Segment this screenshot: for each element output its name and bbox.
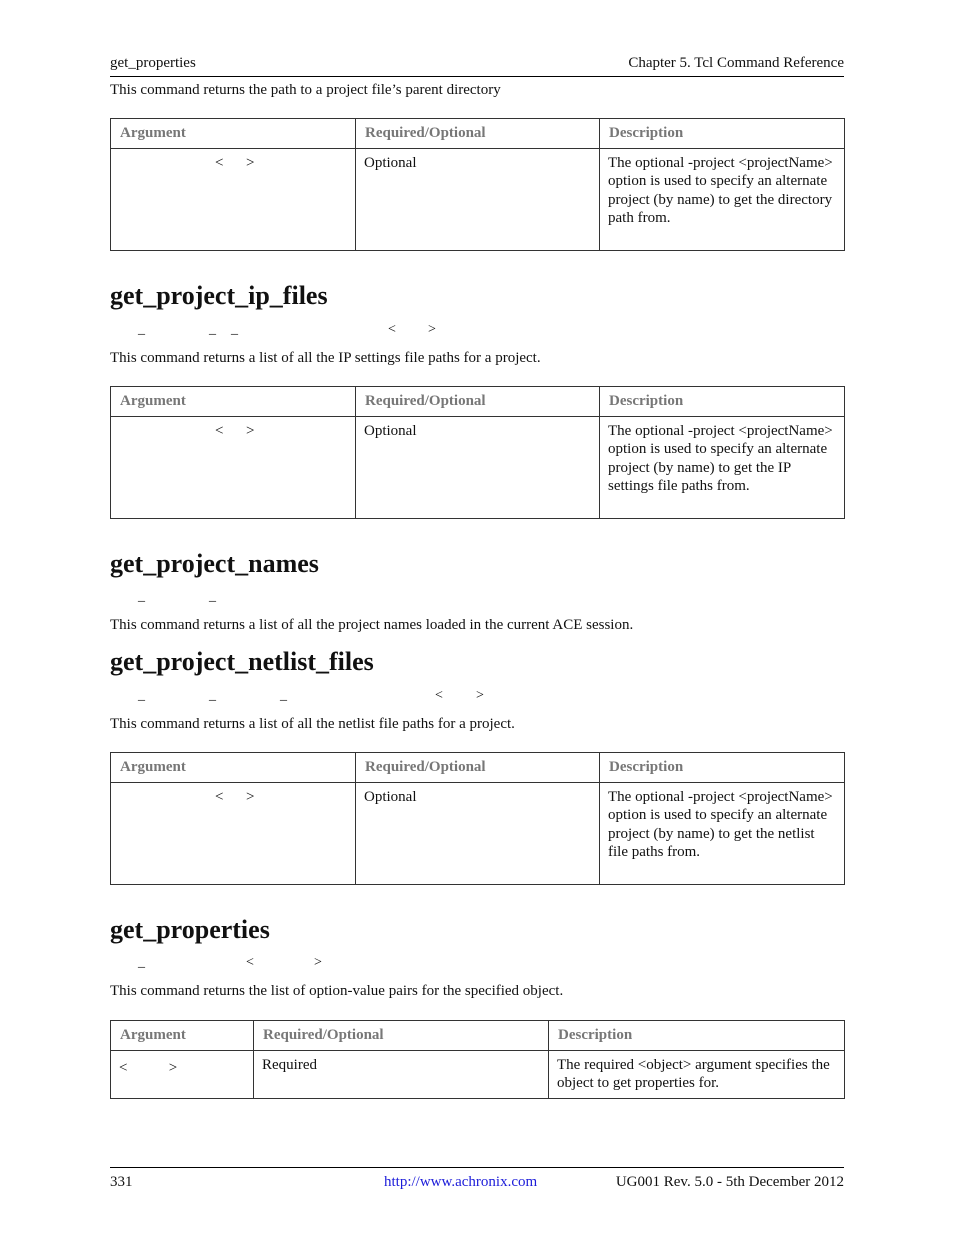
description-cell: The optional -project <projectName> option is used to specify an alternate project (by name) to get the netlist file paths from. — [600, 782, 845, 884]
syntax-greater-than: > — [476, 688, 484, 703]
col-header-argument: Argument — [111, 1021, 254, 1051]
table-header-row — [111, 387, 845, 417]
required-cell: Required — [254, 1050, 549, 1098]
website-link[interactable]: http://www.achronix.com — [384, 1174, 538, 1190]
footer-rule — [110, 1167, 844, 1168]
header-section-name: get_properties — [110, 55, 196, 71]
argument-cell: < > — [111, 416, 356, 518]
required-cell: Optional — [356, 148, 600, 250]
section-title-project-names: get_project_names — [110, 549, 319, 578]
section-title-properties: get_properties — [110, 915, 270, 944]
col-header-argument: Argument — [111, 387, 356, 417]
syntax-underscore: _ — [138, 589, 145, 604]
description-cell: The required <object> argument specifies the object to get properties for. — [549, 1050, 845, 1098]
syntax-line-project-names — [110, 589, 310, 609]
table-row — [111, 416, 845, 518]
header-chapter-title: Chapter 5. Tcl Command Reference — [628, 55, 844, 71]
argument-cell: < > — [111, 782, 356, 884]
page-number: 331 — [110, 1174, 133, 1190]
syntax-underscore: _ — [209, 589, 216, 604]
col-header-required: Required/Optional — [254, 1021, 549, 1051]
description-cell: The optional -project <projectName> option is used to specify an alternate project (by name) to get the IP settings file paths from. — [600, 416, 845, 518]
syntax-underscore: _ — [209, 322, 216, 337]
project-names-description: This command returns a list of all the project names loaded in the current ACE session. — [110, 617, 634, 633]
syntax-less-than: < — [388, 322, 396, 337]
col-header-argument: Argument — [111, 119, 356, 149]
argument-cell: < > — [111, 148, 356, 250]
intro-text: This command returns the path to a project file’s parent directory — [110, 82, 501, 98]
syntax-underscore: _ — [209, 688, 216, 703]
properties-description: This command returns the list of option-value pairs for the specified object. — [110, 983, 564, 999]
description-cell: The optional -project <projectName> option is used to specify an alternate project (by name) to get the directory path from. — [600, 148, 845, 250]
required-cell: Optional — [356, 416, 600, 518]
section-title-ip-files: get_project_ip_files — [110, 281, 328, 310]
argument-table-properties — [110, 1020, 845, 1099]
syntax-underscore: _ — [138, 688, 145, 703]
syntax-underscore: _ — [231, 322, 238, 337]
col-header-description: Description — [600, 387, 845, 417]
syntax-line-netlist-files — [110, 688, 510, 708]
argument-table-netlist-files — [110, 752, 845, 885]
syntax-less-than: < — [246, 955, 254, 970]
ip-files-description: This command returns a list of all the IP settings file paths for a project. — [110, 350, 541, 366]
table-row — [111, 148, 845, 250]
syntax-underscore: _ — [280, 688, 287, 703]
section-title-netlist-files: get_project_netlist_files — [110, 647, 374, 676]
syntax-less-than: < — [435, 688, 443, 703]
required-cell: Optional — [356, 782, 600, 884]
argument-table-ip-files — [110, 386, 845, 519]
col-header-required: Required/Optional — [356, 119, 600, 149]
running-header — [110, 54, 844, 77]
col-header-required: Required/Optional — [356, 387, 600, 417]
table-header-row — [111, 1021, 845, 1051]
syntax-greater-than: > — [428, 322, 436, 337]
col-header-description: Description — [600, 753, 845, 783]
table-header-row — [111, 119, 845, 149]
table-header-row — [111, 753, 845, 783]
document-revision: UG001 Rev. 5.0 - 5th December 2012 — [615, 1174, 844, 1190]
argument-table-directory — [110, 118, 845, 251]
col-header-description: Description — [600, 119, 845, 149]
netlist-files-description: This command returns a list of all the netlist file paths for a project. — [110, 716, 515, 732]
col-header-argument: Argument — [111, 753, 356, 783]
col-header-description: Description — [549, 1021, 845, 1051]
syntax-underscore: _ — [138, 322, 145, 337]
syntax-underscore: _ — [138, 955, 145, 970]
col-header-required: Required/Optional — [356, 753, 600, 783]
syntax-line-properties — [110, 955, 410, 975]
syntax-line-ip-files — [110, 322, 510, 342]
table-row — [111, 782, 845, 884]
table-row — [111, 1050, 845, 1098]
argument-cell: < > — [111, 1050, 254, 1098]
syntax-greater-than: > — [314, 955, 322, 970]
